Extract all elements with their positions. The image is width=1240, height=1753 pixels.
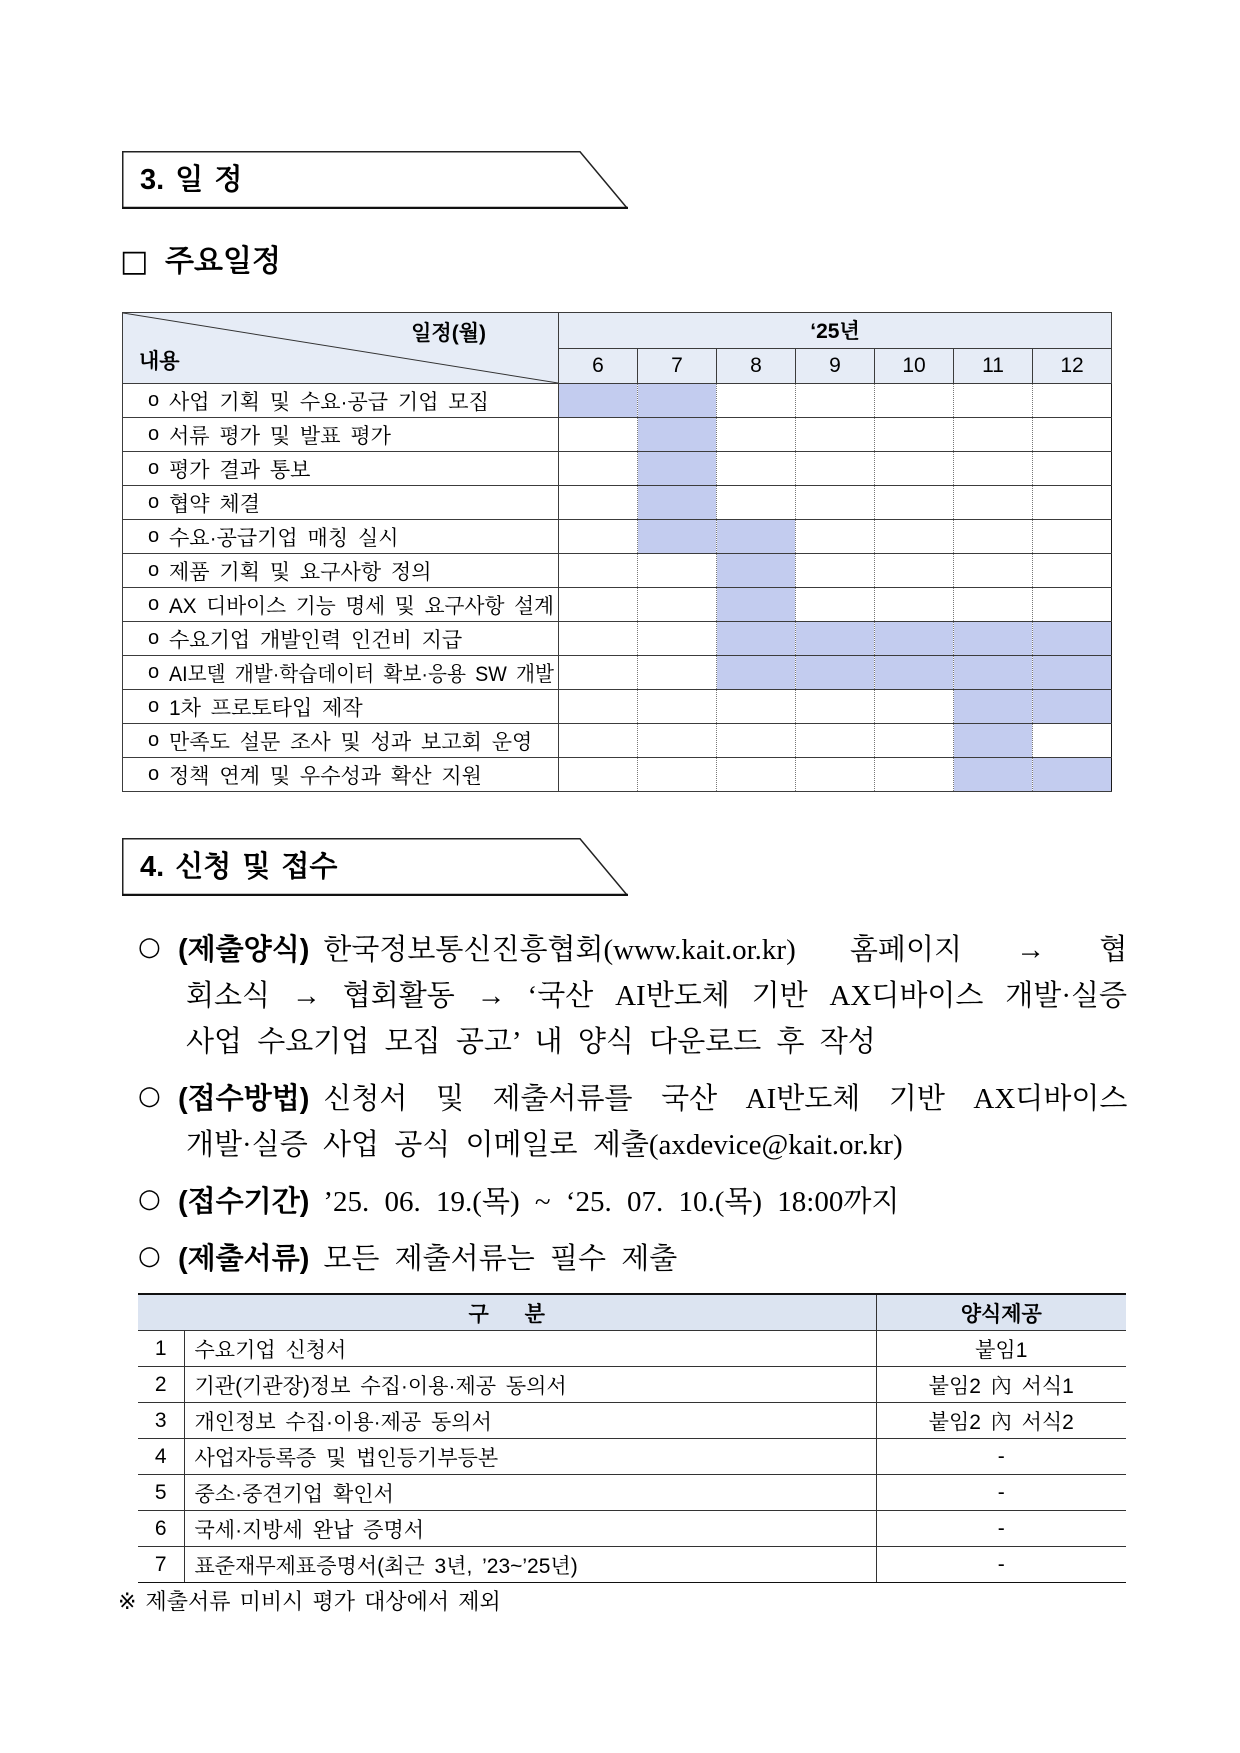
schedule-task-cell [123,690,559,724]
schedule-bar-empty [638,758,717,792]
schedule-bar-empty [1033,418,1112,452]
schedule-task-cell [123,384,559,418]
documents-form-header: 양식제공 [876,1294,1126,1331]
task-bullet: o [148,423,160,445]
schedule-heading [120,242,281,282]
application-guidelines [138,924,1127,1279]
document-name-box [195,1550,870,1580]
document-name: 개인정보 수집·이용·제공 동의서 [194,1410,492,1434]
document-name-box [195,1370,870,1400]
application-text-box [323,927,1127,968]
task-bullet: o [148,729,160,751]
task-label-box [169,420,554,450]
schedule-task [123,554,558,587]
task-label: 1차 프로토타입 제작 [169,696,363,720]
document-name: 표준재무제표증명서(최근 3년, ’23~’25년) [194,1554,578,1578]
document-number: 6 [138,1511,184,1547]
document-name-box [195,1442,870,1472]
application-line [138,924,1127,970]
task-bullet: o [148,559,160,581]
schedule-bar-empty [559,656,638,690]
section-3-title: 3. 일 정 [140,164,243,196]
application-item [138,1073,1127,1165]
task-bullet: o [148,593,160,615]
task-bullet: o [148,661,160,683]
schedule-bar-empty [954,554,1033,588]
documents-row [138,1547,1126,1583]
schedule-bar-empty [638,690,717,724]
task-label-box [169,726,554,756]
documents-body [138,1331,1126,1583]
application-text: 개발·실증 사업 공식 이메일로 제출(axdevice@kait.or.kr) [186,1128,903,1161]
application-text: 모든 제출서류는 필수 제출 [323,1242,678,1275]
schedule-bar-empty [875,486,954,520]
task-label-box [169,454,554,484]
schedule-bar-empty [875,520,954,554]
month-header-cell: 10 [875,348,954,384]
schedule-bar-empty [796,724,875,758]
task-label: 수요기업 개발인력 인건비 지급 [169,628,463,652]
schedule-bar-empty [717,384,796,418]
document-name-box [195,1406,870,1436]
schedule-bar-active [954,656,1033,690]
schedule-row [123,758,1112,792]
schedule-gantt-table [122,312,1112,792]
square-bullet-icon: □ [120,244,149,279]
document-name: 국세·지방세 완납 증명서 [194,1518,425,1542]
schedule-bar-empty [638,656,717,690]
schedule-row [123,622,1112,656]
application-item-label: (제출서류) [178,1242,310,1275]
application-text-box [323,1236,1127,1277]
schedule-bar-active [717,588,796,622]
document-number: 7 [138,1547,184,1583]
application-text: ’25. 06. 19.(목) ~ ‘25. 07. 10.(목) 18:00까지 [323,1185,900,1218]
application-item [138,924,1127,1062]
application-line [138,970,1127,1016]
schedule-bar-empty [796,690,875,724]
schedule-bar-empty [559,520,638,554]
schedule-bar-empty [875,690,954,724]
schedule-bar-empty [559,724,638,758]
circle-bullet-icon: ○ [138,1081,161,1111]
schedule-task-cell [123,520,559,554]
schedule-bar-empty [1033,554,1112,588]
documents-row [138,1367,1126,1403]
schedule-bar-active [875,622,954,656]
schedule-row [123,486,1112,520]
document-form: - [876,1439,1126,1475]
schedule-bar-empty [796,418,875,452]
schedule-bar-empty [1033,520,1112,554]
document-name-cell [184,1475,876,1511]
application-item [138,1233,1127,1279]
task-label-box [169,522,554,552]
schedule-row [123,452,1112,486]
task-label-box [169,624,554,654]
task-bullet: o [148,525,160,547]
application-line [138,1233,1127,1279]
schedule-bar-active [638,384,717,418]
document-name: 수요기업 신청서 [194,1338,347,1362]
document-name-cell [184,1547,876,1583]
schedule-bar-empty [638,588,717,622]
schedule-row [123,554,1112,588]
task-label-box [169,590,554,620]
application-line [138,1176,1127,1222]
schedule-task [123,418,558,451]
month-header-cell: 7 [638,348,717,384]
schedule-bar-active [1033,656,1112,690]
schedule-bar-empty [954,452,1033,486]
section-4-title: 4. 신청 및 접수 [140,851,338,883]
document-form: - [876,1511,1126,1547]
documents-row [138,1511,1126,1547]
schedule-bar-empty [796,384,875,418]
schedule-bar-empty [875,418,954,452]
schedule-task [123,588,558,621]
schedule-bar-empty [796,588,875,622]
schedule-bar-empty [717,724,796,758]
document-form: 붙임1 [876,1331,1126,1367]
schedule-bar-empty [1033,486,1112,520]
task-label-box [169,692,554,722]
documents-category-header: 구 분 [138,1294,876,1331]
document-number: 4 [138,1439,184,1475]
schedule-bar-empty [717,486,796,520]
circle-bullet-icon: ○ [138,1184,161,1214]
document-number: 3 [138,1403,184,1439]
schedule-row [123,384,1112,418]
schedule-bar-empty [954,588,1033,622]
document-form: 붙임2 內 서식1 [876,1367,1126,1403]
task-bullet: o [148,389,160,411]
schedule-bar-empty [559,554,638,588]
schedule-bar-empty [954,520,1033,554]
documents-header-row [138,1294,1126,1331]
schedule-bar-active [954,724,1033,758]
schedule-task [123,384,558,417]
schedule-task [123,622,558,655]
document-number: 1 [138,1331,184,1367]
application-item-label: (접수방법) [178,1082,310,1115]
document-name: 기관(기관장)정보 수집·이용·제공 동의서 [194,1374,567,1398]
task-label-box [169,760,554,790]
application-text: 한국정보통신진흥협회(www.kait.or.kr) 홈페이지 → 협 [323,933,1127,966]
schedule-bar-active [875,656,954,690]
schedule-bar-empty [796,758,875,792]
application-line [138,1016,1127,1062]
schedule-bar-active [1033,622,1112,656]
task-bullet: o [148,695,160,717]
schedule-row [123,520,1112,554]
document-name: 사업자등록증 및 법인등기부등본 [194,1446,499,1470]
schedule-task [123,724,558,757]
document-name-cell [184,1331,876,1367]
document-name-cell [184,1511,876,1547]
task-label: 정책 연계 및 우수성과 확산 지원 [169,764,482,788]
document-name-box [195,1334,870,1364]
schedule-task [123,520,558,553]
task-bullet: o [148,457,160,479]
section-4-header [122,838,628,896]
application-text: 신청서 및 제출서류를 국산 AI반도체 기반 AX디바이스 [323,1082,1127,1115]
schedule-bar-empty [638,622,717,656]
schedule-bar-empty [559,452,638,486]
application-line [138,1073,1127,1119]
schedule-bar-empty [1033,588,1112,622]
application-item [138,1176,1127,1222]
application-item-label: (제출양식) [178,933,310,966]
schedule-task [123,656,558,689]
schedule-bar-empty [559,758,638,792]
task-label: 만족도 설문 조사 및 성과 보고회 운영 [169,730,533,754]
schedule-task-cell [123,486,559,520]
month-header-cell: 12 [1033,348,1112,384]
required-documents-table [138,1293,1126,1583]
schedule-task-cell [123,452,559,486]
schedule-bar-active [717,554,796,588]
application-text-box [186,973,1127,1014]
schedule-bar-active [1033,758,1112,792]
schedule-bar-empty [559,588,638,622]
schedule-bar-active [954,758,1033,792]
schedule-corner-cell [123,313,559,384]
task-label: AI모델 개발·학습데이터 확보·응용 SW 개발 [169,662,554,686]
task-label-box [169,556,554,586]
schedule-row [123,690,1112,724]
task-label: 협약 체결 [169,492,260,516]
schedule-bar-active [954,622,1033,656]
schedule-bar-active [954,690,1033,724]
schedule-bar-empty [1033,384,1112,418]
schedule-bar-empty [796,452,875,486]
schedule-task-cell [123,724,559,758]
task-label-box [169,658,554,688]
document-form: - [876,1475,1126,1511]
document-number: 5 [138,1475,184,1511]
footnote: ※ 제출서류 미비시 평가 대상에서 제외 [118,1589,501,1614]
schedule-year-header: ‘25년 [559,313,1112,349]
task-bullet: o [148,627,160,649]
schedule-task-cell [123,656,559,690]
schedule-bar-empty [638,724,717,758]
task-label: 평가 결과 통보 [169,458,311,482]
month-header-cell: 9 [796,348,875,384]
schedule-bar-active [638,486,717,520]
task-bullet: o [148,763,160,785]
schedule-bar-empty [1033,452,1112,486]
schedule-bar-active [796,622,875,656]
application-line [138,1119,1127,1165]
schedule-bar-empty [717,418,796,452]
task-label-box [169,386,554,416]
schedule-row [123,418,1112,452]
schedule-task [123,758,558,791]
document-form: 붙임2 內 서식2 [876,1403,1126,1439]
task-label: 수요·공급기업 매칭 실시 [169,526,399,550]
application-text: 회소식 → 협회활동 → ‘국산 AI반도체 기반 AX디바이스 개발·실증 [186,979,1127,1012]
month-header-cell: 6 [559,348,638,384]
schedule-header-row [123,313,1112,349]
schedule-task [123,486,558,519]
document-name-box [195,1514,870,1544]
schedule-bar-empty [559,622,638,656]
schedule-bar-active [796,656,875,690]
schedule-bar-active [717,622,796,656]
documents-row [138,1475,1126,1511]
schedule-task [123,452,558,485]
schedule-bar-empty [954,384,1033,418]
documents-row [138,1403,1126,1439]
month-header-cell: 11 [954,348,1033,384]
schedule-bar-empty [796,486,875,520]
schedule-task-cell [123,418,559,452]
section-3-header [122,151,628,209]
schedule-bar-active [638,418,717,452]
schedule-bar-active [559,384,638,418]
schedule-bar-empty [875,384,954,418]
schedule-bar-empty [875,588,954,622]
document-number: 2 [138,1367,184,1403]
task-label: 사업 기획 및 수요·공급 기업 모집 [169,390,489,414]
application-text-box [323,1076,1127,1117]
task-label: AX 디바이스 기능 명세 및 요구사항 설계 [169,594,554,618]
circle-bullet-icon: ○ [138,1241,161,1271]
application-item-label: (접수기간) [178,1185,310,1218]
schedule-bar-empty [954,418,1033,452]
application-text-box [186,1019,1127,1060]
schedule-bar-active [1033,690,1112,724]
task-label: 제품 기획 및 요구사항 정의 [169,560,432,584]
schedule-bar-empty [717,758,796,792]
schedule-task-cell [123,554,559,588]
document-form: - [876,1547,1126,1583]
schedule-row [123,656,1112,690]
task-label: 서류 평가 및 발표 평가 [169,424,391,448]
schedule-bar-empty [1033,724,1112,758]
documents-row [138,1331,1126,1367]
schedule-bar-empty [717,452,796,486]
schedule-bar-empty [559,690,638,724]
schedule-task-cell [123,588,559,622]
schedule-row [123,588,1112,622]
schedule-bar-empty [796,520,875,554]
document-name-cell [184,1367,876,1403]
schedule-content-label: 내용 [139,350,180,373]
schedule-bar-empty [717,690,796,724]
schedule-body [123,384,1112,792]
circle-bullet-icon: ○ [138,932,161,962]
schedule-bar-empty [875,554,954,588]
schedule-task-cell [123,758,559,792]
schedule-bar-empty [796,554,875,588]
application-text: 사업 수요기업 모집 공고’ 내 양식 다운로드 후 작성 [186,1025,876,1058]
document-name-box [195,1478,870,1508]
documents-row [138,1439,1126,1475]
schedule-bar-empty [559,486,638,520]
document-name-cell [184,1439,876,1475]
document-name: 중소·중견기업 확인서 [194,1482,394,1506]
schedule-heading-text: 주요일정 [165,245,281,278]
document-name-cell [184,1403,876,1439]
schedule-row [123,724,1112,758]
schedule-bar-empty [954,486,1033,520]
schedule-task [123,690,558,723]
application-text-box [186,1122,1127,1163]
schedule-bar-empty [875,758,954,792]
corner-diagonal-line [123,313,558,383]
application-text-box [323,1179,1127,1220]
schedule-bar-active [717,656,796,690]
task-bullet: o [148,491,160,513]
schedule-bar-active [638,520,717,554]
schedule-bar-empty [875,724,954,758]
schedule-bar-active [638,452,717,486]
task-label-box [169,488,554,518]
schedule-bar-empty [875,452,954,486]
schedule-bar-empty [559,418,638,452]
schedule-task-cell [123,622,559,656]
schedule-bar-empty [638,554,717,588]
schedule-bar-active [717,520,796,554]
month-header-cell: 8 [717,348,796,384]
schedule-period-label: 일정(월) [411,322,486,345]
